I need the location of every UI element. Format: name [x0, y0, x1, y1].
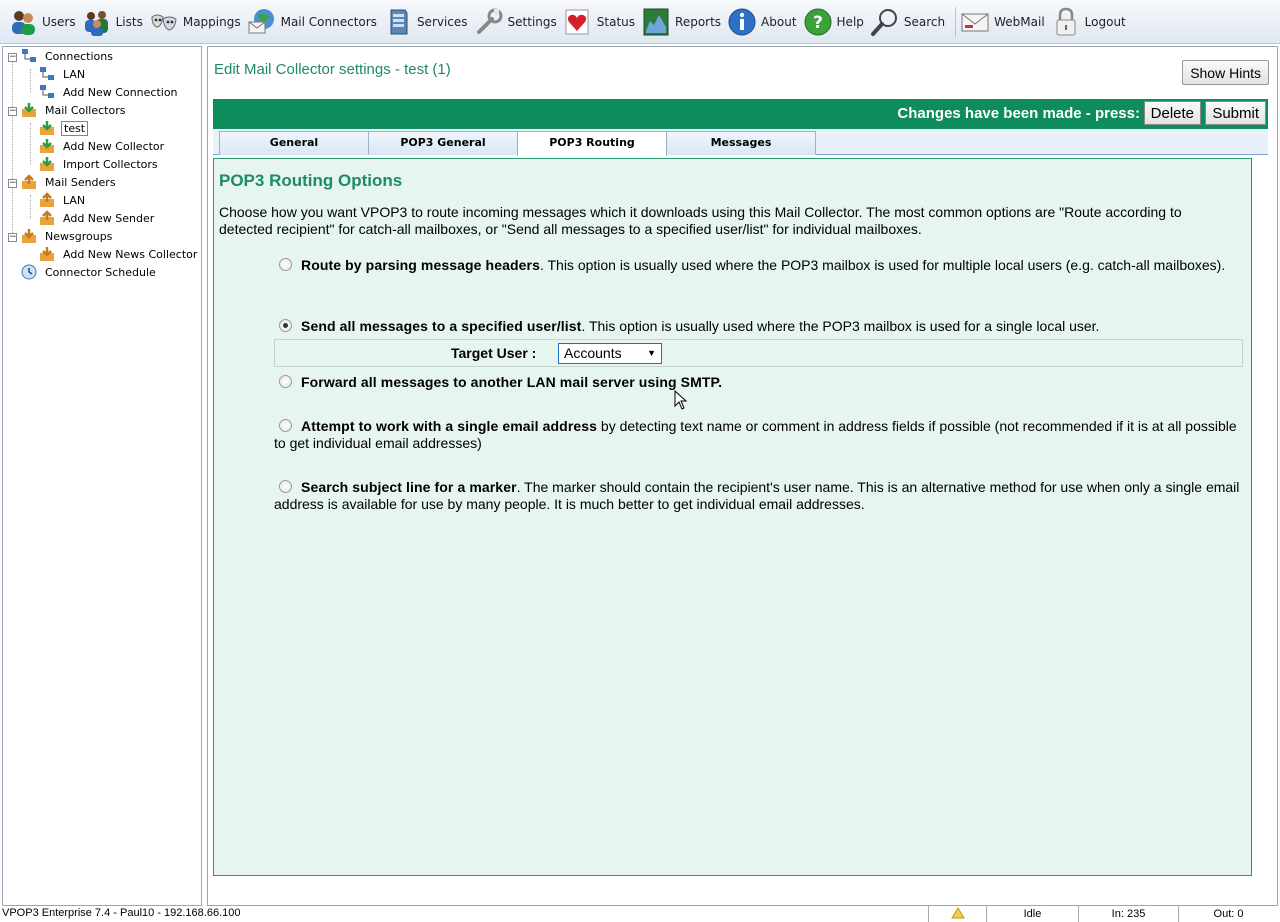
- network-icon: [21, 48, 37, 64]
- newsgroups-icon: [21, 228, 37, 244]
- tree-item-add-new-sender[interactable]: Add New Sender: [39, 209, 156, 227]
- mail-collector-icon: [39, 138, 55, 154]
- status-version: VPOP3 Enterprise 7.4 - Paul10 - 192.168.66.100: [2, 907, 241, 919]
- tree-item-connections-lan[interactable]: LAN: [39, 65, 87, 83]
- option-description: . This option is usually used where the POP3 mailbox is used for a single local user.: [581, 318, 1100, 334]
- toolbar-reports-label: Reports: [675, 14, 722, 29]
- tab-general[interactable]: General: [219, 131, 369, 155]
- search-icon: [870, 7, 900, 37]
- send-to-user-radio[interactable]: [279, 319, 292, 332]
- toolbar-status[interactable]: [563, 2, 635, 42]
- toolbar-lists[interactable]: [82, 2, 143, 42]
- tree-collapse-toggle[interactable]: −: [9, 232, 17, 242]
- option-title: Attempt to work with a single email address: [301, 418, 598, 434]
- toolbar-search[interactable]: [870, 2, 945, 42]
- tree-item-senders-lan[interactable]: LAN: [39, 191, 87, 209]
- network-icon: [39, 84, 55, 100]
- toolbar-logout-label: Logout: [1084, 14, 1126, 29]
- services-icon: [383, 7, 413, 37]
- toolbar-search-label: Search: [903, 14, 946, 29]
- tree-item-connector-schedule[interactable]: Connector Schedule: [21, 263, 158, 281]
- section-title: POP3 Routing Options: [219, 171, 403, 190]
- tree-guide-line: [12, 61, 13, 241]
- main-toolbar: [0, 0, 1280, 44]
- mail-sender-icon: [39, 210, 55, 226]
- toolbar-users[interactable]: [8, 2, 76, 42]
- option-description: . The marker should contain the recipient's user name. This is an alternative method for use when only a single email address is available for use by many people. It is much better to get individual email addresses.: [274, 479, 1240, 512]
- status-out-count: Out: 0: [1178, 906, 1278, 922]
- target-user-label: Target User :: [451, 345, 537, 361]
- tree-guide-line: [30, 195, 31, 219]
- tree-collapse-toggle[interactable]: −: [9, 106, 17, 116]
- toolbar-webmail[interactable]: [960, 2, 1045, 42]
- mail-collector-icon: [39, 120, 55, 136]
- settings-icon: [474, 7, 504, 37]
- changes-message: Changes have been made - press:: [897, 105, 1140, 122]
- tree-guide-line: [30, 123, 31, 165]
- option-subject-marker: [274, 479, 1244, 513]
- tab-pop3-general[interactable]: POP3 General: [368, 131, 518, 155]
- forward-smtp-radio[interactable]: [279, 375, 292, 388]
- toolbar-help[interactable]: [803, 2, 864, 42]
- status-state: Idle: [986, 906, 1078, 922]
- toolbar-separator: [955, 7, 956, 37]
- status-bar: [0, 906, 1280, 922]
- target-user-select[interactable]: [558, 343, 662, 364]
- toolbar-mail-connectors-label: Mail Connectors: [280, 14, 377, 29]
- clock-icon: [21, 264, 37, 280]
- toolbar-about[interactable]: [727, 2, 796, 42]
- toolbar-status-label: Status: [596, 14, 636, 29]
- mail-sender-icon: [21, 174, 37, 190]
- warning-icon: [951, 907, 965, 919]
- option-title: Route by parsing message headers: [301, 257, 540, 273]
- mail-connectors-icon: [247, 7, 277, 37]
- option-title: Forward all messages to another LAN mail server using SMTP.: [301, 374, 723, 390]
- dropdown-arrow-icon: ▼: [647, 348, 656, 358]
- toolbar-settings[interactable]: [474, 2, 557, 42]
- option-route-by-headers: [274, 257, 1244, 274]
- mail-collector-icon: [21, 102, 37, 118]
- toolbar-about-label: About: [761, 14, 797, 29]
- help-icon: [803, 7, 833, 37]
- main-content: [207, 46, 1278, 906]
- toolbar-services-label: Services: [416, 14, 468, 29]
- toolbar-users-label: Users: [42, 14, 76, 29]
- tree-guide-line: [30, 69, 31, 93]
- tree-collapse-toggle[interactable]: −: [9, 52, 17, 62]
- target-user-value: Accounts: [564, 345, 622, 361]
- svg-text:?: ?: [812, 12, 823, 33]
- navigation-tree: [2, 46, 202, 906]
- delete-button[interactable]: Delete: [1144, 101, 1201, 125]
- tab-bar: [213, 129, 1268, 155]
- toolbar-reports[interactable]: [641, 2, 721, 42]
- submit-button[interactable]: Submit: [1205, 101, 1266, 125]
- reports-icon: [641, 7, 671, 37]
- routing-options-panel: [213, 158, 1252, 876]
- newsgroups-icon: [39, 246, 55, 262]
- network-icon: [39, 66, 55, 82]
- toolbar-logout[interactable]: [1051, 2, 1126, 42]
- tree-item-newsgroups[interactable]: Newsgroups: [21, 227, 114, 245]
- mail-collector-icon: [39, 156, 55, 172]
- users-icon: [8, 7, 38, 37]
- route-by-headers-radio[interactable]: [279, 258, 292, 271]
- target-user-row: [274, 339, 1243, 367]
- toolbar-mail-connectors[interactable]: [247, 2, 377, 42]
- tree-collapse-toggle[interactable]: −: [9, 178, 17, 188]
- webmail-icon: [960, 7, 990, 37]
- status-in-count: In: 235: [1078, 906, 1178, 922]
- tree-item-import-collectors[interactable]: Import Collectors: [39, 155, 160, 173]
- status-warning-cell: [928, 906, 986, 922]
- toolbar-webmail-label: WebMail: [994, 14, 1045, 29]
- tab-pop3-routing[interactable]: POP3 Routing: [517, 131, 667, 156]
- option-description: . This option is usually used where the POP3 mailbox is used for multiple local users (e.g. catch-all mailboxes).: [539, 257, 1226, 273]
- intro-text: Choose how you want VPOP3 to route incoming messages which it downloads using this Mail Collector. The most common options are "Route according to detected recipient" for catch-all mailboxes, or "Send all messages to a specified user/list" for individual mailboxes.: [219, 204, 1182, 237]
- option-send-to-user: [274, 318, 1244, 335]
- mappings-icon: [149, 7, 179, 37]
- page-title: Edit Mail Collector settings - test (1): [214, 61, 451, 78]
- toolbar-mappings[interactable]: [149, 2, 241, 42]
- tree-item-add-new-collector[interactable]: Add New Collector: [39, 137, 166, 155]
- subject-marker-radio[interactable]: [279, 480, 292, 493]
- changes-bar: [213, 99, 1268, 129]
- info-icon: [727, 7, 757, 37]
- status-heart-icon: [563, 7, 593, 37]
- toolbar-help-label: Help: [836, 14, 864, 29]
- option-description: by detecting text name or comment in address fields if possible (not recommended if it is at all possible to get individual email addresses): [274, 418, 1237, 451]
- tree-item-add-new-news-collector[interactable]: Add New News Collector: [39, 245, 199, 263]
- mouse-pointer-icon: [674, 390, 688, 410]
- toolbar-services[interactable]: [383, 2, 468, 42]
- option-title: Send all messages to a specified user/list: [301, 318, 582, 334]
- toolbar-mappings-label: Mappings: [182, 14, 241, 29]
- tree-item-mail-senders[interactable]: Mail Senders: [21, 173, 118, 191]
- option-single-email-address: [274, 418, 1244, 452]
- toolbar-lists-label: Lists: [115, 14, 143, 29]
- mail-sender-icon: [39, 192, 55, 208]
- tree-item-connections[interactable]: Connections: [21, 47, 115, 65]
- tree-item-add-new-connection[interactable]: Add New Connection: [39, 83, 180, 101]
- logout-lock-icon: [1051, 7, 1081, 37]
- show-hints-button[interactable]: Show Hints: [1182, 60, 1269, 85]
- tab-messages[interactable]: Messages: [666, 131, 816, 155]
- option-forward-smtp: [274, 374, 1244, 391]
- single-email-address-radio[interactable]: [279, 419, 292, 432]
- tree-item-mail-collectors[interactable]: Mail Collectors: [21, 101, 127, 119]
- option-title: Search subject line for a marker: [301, 479, 517, 495]
- tree-item-collector-test[interactable]: test: [39, 119, 88, 137]
- toolbar-settings-label: Settings: [507, 14, 557, 29]
- lists-icon: [82, 7, 112, 37]
